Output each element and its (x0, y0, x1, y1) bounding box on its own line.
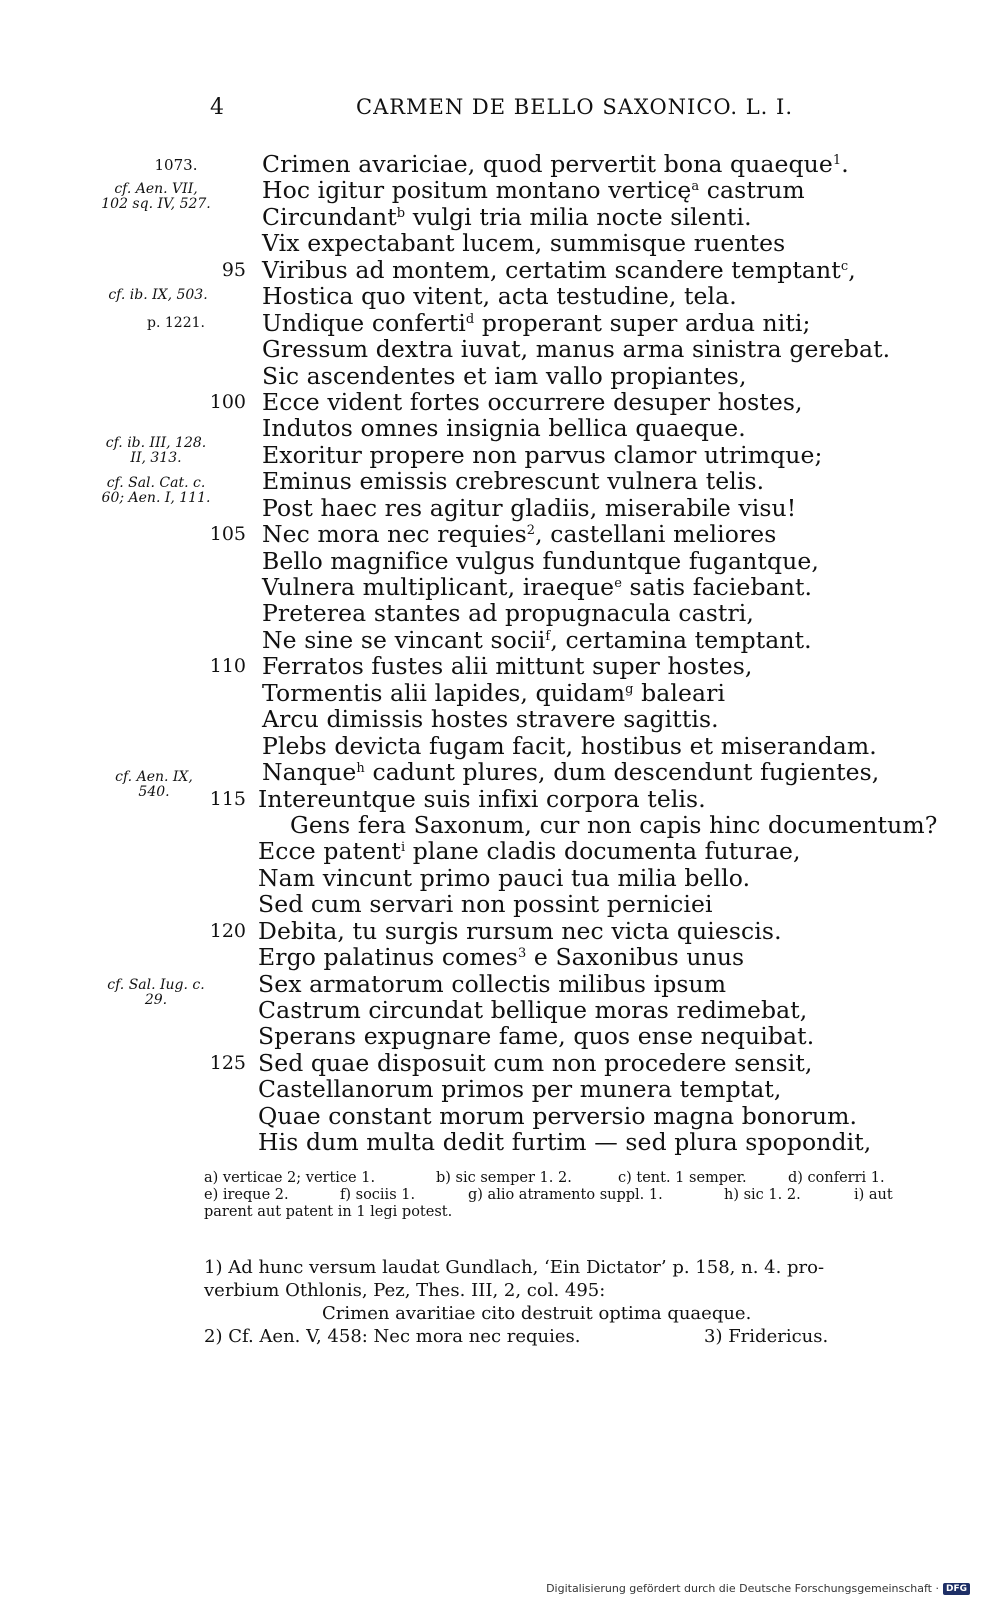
verse-line (0, 1128, 1000, 1157)
verse-text-main: Exoritur propere non parvus clamor utrimque; (262, 440, 823, 469)
verse-text-main: Viribus ad montem, certatim scandere temptant (262, 255, 841, 284)
verse-text-main: Debita, tu surgis rursum nec victa quiescis. (258, 916, 782, 945)
verse-text (262, 335, 890, 363)
page-header (0, 95, 1000, 125)
verse-text (262, 176, 805, 204)
verse-text (258, 890, 713, 918)
verse-text-main: Vulnera multiplicant, iraeque (262, 573, 615, 601)
verse-line (0, 229, 1000, 258)
verse-line (0, 996, 1000, 1022)
verse-text (258, 996, 807, 1024)
verse-text-main: Hoc igitur positum montano verticę (262, 176, 692, 205)
verse-text-main: Sed quae disposuit cum non procedere sensit, (258, 1048, 813, 1077)
verse-text (262, 414, 746, 442)
verse-text-rest: cadunt plures, dum descendunt fugientes, (364, 758, 880, 787)
verse-text (258, 1075, 781, 1103)
apparatus-note-f: f) sociis 1. (340, 1187, 416, 1203)
footnote-marker: e (614, 576, 622, 591)
verse-text-rest: plane cladis documenta futurae, (405, 837, 801, 866)
page-number: 4 (210, 95, 224, 120)
verse-line (0, 837, 1000, 866)
verse-line (0, 256, 1000, 282)
footnote-marker: 2 (526, 523, 536, 539)
verse-text (262, 679, 725, 707)
verse-text-main: Sic ascendentes et iam vallo propiantes, (262, 361, 747, 390)
verse-text-main: Intereuntque suis infixi corpora telis. (258, 784, 706, 813)
verse-line (0, 679, 1000, 705)
verse-line (0, 811, 1000, 837)
footnote-marker: d (465, 311, 475, 327)
verse-line (0, 917, 1000, 943)
verse-line (0, 573, 1000, 599)
verse-line (0, 1102, 1000, 1128)
verse-text-main: Castrum circundat bellique moras redimebat, (258, 996, 808, 1024)
verse-text-main: Sex armatorum collectis milibus ipsum (258, 969, 727, 998)
verse-text-main: His dum multa dedit furtim — sed plura spopondit, (258, 1128, 872, 1157)
footnote-2: 2) Cf. Aen. V, 458: Nec mora nec requies. (204, 1326, 581, 1347)
footnote-1-line-1: 1) Ad hunc versum laudat Gundlach, ‘Ein Dictator’ p. 158, n. 4. pro- (204, 1257, 825, 1278)
verse-text-main: Preterea stantes ad propugnacula castri, (262, 599, 754, 628)
verse-line (0, 732, 1000, 758)
apparatus-note-a: a) verticae 2; vertice 1. (204, 1170, 376, 1186)
footnote-3: 3) Fridericus. (704, 1326, 829, 1347)
verse-text (262, 229, 785, 257)
margin-note-year: 1073. (154, 156, 198, 174)
digitization-credit (546, 1582, 970, 1595)
footnote-marker: g (625, 681, 634, 697)
verse-text-main: Ecce patent (258, 837, 401, 866)
apparatus-line (204, 1204, 904, 1221)
verse-text (262, 282, 737, 310)
verse-text (258, 1049, 813, 1077)
verse-line (0, 705, 1000, 734)
verse-line (0, 520, 1000, 549)
verse-text (258, 1022, 814, 1050)
verse-text-main: Sed cum servari non possint perniciei (258, 890, 713, 919)
verse-text (262, 388, 803, 416)
verse-text-rest: , certamina temptant. (550, 625, 812, 654)
verse-text-main: Castellanorum primos per munera temptat, (258, 1075, 782, 1104)
verse-text (262, 573, 812, 601)
margin-note-page: p. 1221. (147, 315, 205, 331)
verse-text (258, 970, 726, 998)
apparatus-note-e: e) ireque 2. (204, 1187, 289, 1203)
verse-text-main: Plebs devicta fugam facit, hostibus et miserandam. (262, 731, 877, 760)
verse-text (262, 467, 764, 495)
footnote-1-cont (204, 1279, 904, 1302)
verse-number: 125 (209, 1051, 246, 1074)
verse-line (0, 864, 1000, 890)
margin-note-ib-ix: cf. ib. IX, 503. (108, 287, 208, 303)
verse-number: 100 (209, 390, 246, 413)
critical-apparatus (204, 1170, 904, 1221)
apparatus-note-b: b) sic semper 1. 2. (436, 1170, 572, 1186)
verse-text-rest: , castellani meliores (535, 520, 777, 549)
verse-line (0, 970, 1000, 996)
verse-text-main: Crimen avariciae, quod pervertit bona quaeque (262, 150, 833, 178)
verse-text-rest: satis faciebant. (621, 573, 813, 601)
verse-text-rest: vulgi tria milia nocte silenti. (405, 202, 752, 231)
apparatus-note-c: c) tent. 1 semper. (618, 1170, 747, 1186)
verse-text-main: Nam vincunt primo pauci tua milia bello. (258, 863, 751, 892)
margin-note-aen-ix: cf. Aen. IX, 540. (115, 769, 193, 800)
poem-text (0, 150, 1000, 1155)
footnote-1 (204, 1256, 904, 1279)
apparatus-note-d: d) conferri 1. (788, 1170, 885, 1186)
verse-text (262, 441, 823, 469)
verse-text-main: Nec mora nec requies (262, 520, 527, 549)
verse-line (0, 890, 1000, 919)
footnote-1-line-2: verbium Othlonis, Pez, Thes. III, 2, col. 495: (204, 1280, 606, 1301)
verse-line (0, 176, 1000, 205)
running-title: CARMEN DE BELLO SAXONICO. L. I. (356, 95, 794, 119)
verse-line (0, 1075, 1000, 1104)
footnote-marker: c (840, 258, 849, 274)
verse-line (0, 388, 1000, 414)
verse-text (262, 362, 747, 390)
footnotes (204, 1256, 904, 1348)
apparatus-line (204, 1170, 904, 1187)
verse-text-rest: , (848, 255, 856, 284)
verse-text-main: Gressum dextra iuvat, manus arma sinistra gerebat. (262, 335, 891, 364)
verse-text-main: Circundant (262, 202, 397, 231)
verse-line (0, 1049, 1000, 1075)
verse-text (258, 1102, 857, 1130)
verse-number: 115 (209, 787, 246, 810)
footnote-marker: i (400, 840, 406, 856)
verse-number: 120 (209, 919, 246, 942)
verse-text-main: Vix expectabant lucem, summisque ruentes (262, 229, 786, 258)
footnote-marker: 3 (517, 946, 527, 962)
verse-line (0, 1022, 1000, 1051)
verse-text-main: Hostica quo vitent, acta testudine, tela. (262, 282, 737, 311)
verse-line (0, 652, 1000, 681)
verse-text (262, 309, 811, 337)
verse-text-rest: castrum (699, 176, 805, 205)
verse-text (290, 811, 937, 839)
verse-text (262, 547, 819, 575)
credit-text: Digitalisierung gefördert durch die Deutsche Forschungsgemeinschaft · (546, 1582, 939, 1595)
verse-text-rest: e Saxonibus unus (526, 943, 745, 972)
verse-number: 105 (209, 523, 246, 546)
verse-text-rest: . (841, 150, 849, 178)
apparatus-note-i: i) aut (854, 1187, 893, 1203)
verse-text-main: Quae constant morum perversio magna bonorum. (258, 1101, 858, 1130)
footnote-1-quote (204, 1302, 904, 1325)
verse-line (0, 626, 1000, 652)
verse-text-main: Undique conferti (262, 308, 466, 337)
verse-text-main: Ecce vident fortes occurrere desuper hostes, (262, 387, 803, 416)
verse-text-main: Eminus emissis crebrescunt vulnera telis. (262, 467, 765, 496)
footnote-marker: h (356, 761, 365, 777)
verse-text-main: Ne sine se vincant socii (262, 625, 546, 654)
footnote-1-line-3: Crimen avaritiae cito destruit optima quaeque. (322, 1303, 752, 1324)
verse-text (262, 599, 754, 627)
verse-number: 110 (209, 655, 246, 678)
verse-line (0, 599, 1000, 628)
verse-line (0, 309, 1000, 335)
verse-number: 95 (221, 258, 246, 281)
verse-line (0, 203, 1000, 229)
verse-text (258, 917, 782, 945)
verse-text-main: Gens fera Saxonum, cur non capis hinc documentum? (290, 810, 938, 839)
verse-line (0, 467, 1000, 496)
verse-text (262, 705, 719, 733)
verse-text-rest: baleari (633, 678, 726, 707)
verse-line (0, 335, 1000, 364)
apparatus-note-h: h) sic 1. 2. (724, 1187, 801, 1203)
verse-text (262, 626, 812, 654)
verse-text (262, 494, 796, 522)
verse-text-main: Tormentis alii lapides, quidam (262, 678, 626, 707)
verse-text (258, 864, 750, 892)
apparatus-line (204, 1187, 904, 1204)
verse-text-main: Nanque (262, 758, 357, 787)
verse-line (0, 547, 1000, 573)
margin-note-sal-iug: cf. Sal. Iug. c. 29. (107, 977, 205, 1008)
verse-text (262, 520, 776, 548)
footnote-marker: f (545, 628, 551, 644)
verse-line (0, 441, 1000, 467)
verse-text-rest: properant super ardua niti; (474, 308, 811, 337)
verse-line (0, 282, 1000, 311)
verse-text (262, 150, 849, 178)
verse-text (262, 256, 856, 284)
verse-line (0, 150, 1000, 176)
apparatus-note-i-cont: parent aut patent in 1 legi potest. (204, 1204, 453, 1220)
verse-text (258, 837, 801, 865)
footnote-2-3 (204, 1325, 904, 1348)
dfg-logo-icon: DFG (943, 1583, 970, 1595)
verse-text (262, 732, 877, 760)
margin-note-text: cf. Aen. VII, 102 sq. IV, 527. (101, 181, 211, 212)
verse-text-main: Indutos omnes insignia bellica quaeque. (262, 414, 746, 443)
margin-note-ib-iii: cf. ib. III, 128. II, 313. (105, 435, 207, 466)
footnote-marker: b (396, 205, 406, 221)
apparatus-note-g: g) alio atramento suppl. 1. (468, 1187, 663, 1203)
verse-line (0, 785, 1000, 811)
verse-text (262, 758, 879, 786)
verse-line (0, 362, 1000, 388)
verse-text (262, 652, 752, 680)
verse-text-main: Ergo palatinus comes (258, 943, 518, 972)
verse-text (262, 203, 752, 231)
verse-text (258, 1128, 871, 1156)
verse-text-main: Post haec res agitur gladiis, miserabile visu! (262, 493, 797, 522)
verse-text-main: Bello magnifice vulgus funduntque fugantque, (262, 546, 819, 575)
verse-text-main: Arcu dimissis hostes stravere sagittis. (262, 705, 719, 734)
verse-text (258, 785, 706, 813)
margin-note-sal-cat: cf. Sal. Cat. c. 60; Aen. I, 111. (101, 475, 211, 506)
verse-line (0, 943, 1000, 972)
verse-line (0, 414, 1000, 443)
verse-text-main: Ferratos fustes alii mittunt super hostes, (262, 652, 753, 681)
verse-text-main: Sperans expugnare fame, quos ense nequibat. (258, 1022, 815, 1051)
verse-line (0, 494, 1000, 520)
verse-text (258, 943, 744, 971)
footnote-marker: 1 (832, 153, 842, 168)
footnote-marker: a (691, 179, 700, 195)
